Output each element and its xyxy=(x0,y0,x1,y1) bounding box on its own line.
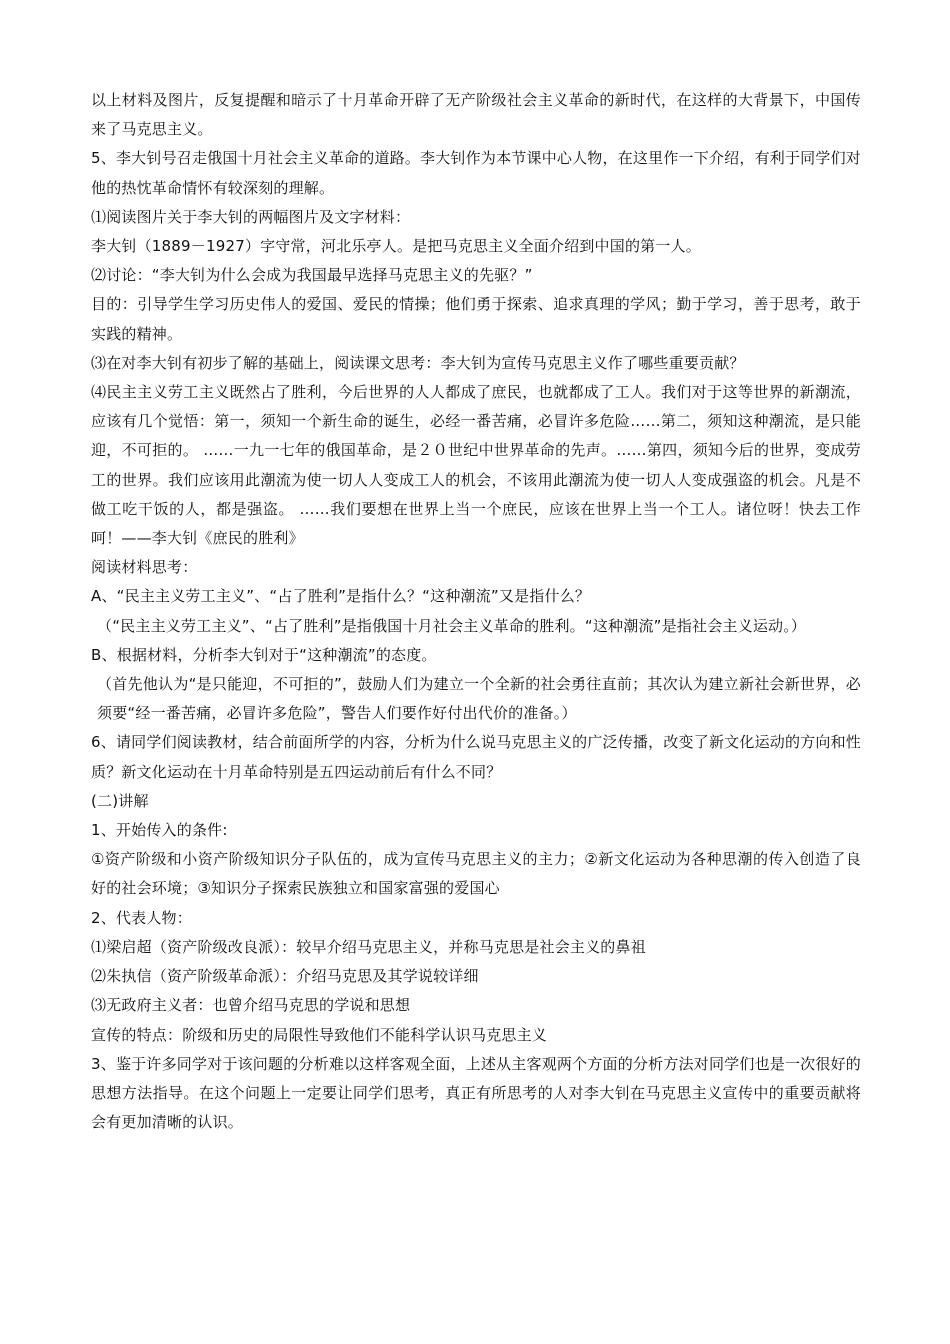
paragraph-characteristics: 宣传的特点：阶级和历史的局限性导致他们不能科学认识马克思主义 xyxy=(91,1025,548,1044)
paragraph-reading-prompt: 阅读材料思考： xyxy=(91,558,198,577)
paragraph-sub-2: ⑵讨论：“李大钊为什么会成为我国最早选择马克思主义的先驱？” xyxy=(91,266,533,285)
paragraph-lecture-1: 1、开始传入的条件: xyxy=(91,821,228,840)
paragraph-lecture-2: 2、代表人物： xyxy=(91,908,192,927)
paragraph-item-5: 5、李大钊号召走俄国十月社会主义革命的道路。李大钊作为本节课中心人物，在这里作一下介绍，有利于同学们对他的热忱革命情怀有较深刻的理解。 xyxy=(91,149,861,197)
paragraph-question-b: B、根据材料，分析李大钊对于“这种潮流”的态度。 xyxy=(91,645,437,664)
paragraph-answer-b: （首先他认为“是只能迎，不可拒的”，鼓励人们为建立一个全新的社会勇往直前；其次认为建立新社会新世界，必须要“经一番苦痛，必冒许多危险”，警告人们要作好付出代价的准备。） xyxy=(97,675,861,723)
paragraph-li-dazhao-bio: 李大钊（1889－1927）字守常，河北乐亭人。是把马克思主义全面介绍到中国的第一人。 xyxy=(91,237,701,256)
document-body xyxy=(91,86,861,1137)
paragraph-sub-4-quote: ⑷民主主义劳工主义既然占了胜利，今后世界的人人都成了庶民，也就都成了工人。我们对于这等世界的新潮流，应该有几个觉悟：第一，须知一个新生命的诞生，必经一番苦痛，必冒许多危险……第二，须知这种潮流，是只能迎，不可拒的。 ……一九一七年的俄国革命，是２０世纪中世界革命的先声。……第四，须知今后的世界，变成劳工的世界。我们应该用此潮流为使一切人人变成工人的机会，不该用此潮流为使一切人人变成强盗的机会。凡是不做工吃干饭的人，都是强盗。 ……我们要想在世界上当一个庶民，应该在世界上当一个工人。诸位呀！快去工作呵！——李大钊《庶民的胜利》 xyxy=(91,383,861,548)
paragraph-lecture-3: 3、鉴于许多同学对于该问题的分析难以这样客观全面，上述从主客观两个方面的分析方法对同学们也是一次很好的思想方法指导。在这个问题上一定要让同学们思考，真正有所思考的人对李大钊在马克思主义宣传中的重要贡献将会有更加清晰的认识。 xyxy=(91,1054,861,1132)
paragraph-purpose: 目的：引导学生学习历史伟人的爱国、爱民的情操；他们勇于探索、追求真理的学风；勤于学习，善于思考，敢于实践的精神。 xyxy=(91,295,861,343)
paragraph-item-6: 6、请同学们阅读教材，结合前面所学的内容，分析为什么说马克思主义的广泛传播，改变了新文化运动的方向和性质？新文化运动在十月革命特别是五四运动前后有什么不同？ xyxy=(91,733,861,781)
paragraph-zhu-zhixin: ⑵朱执信（资产阶级革命派）：介绍马克思及其学说较详细 xyxy=(91,967,479,986)
paragraph-liang-qichao: ⑴梁启超（资产阶级改良派）：较早介绍马克思主义，并称马克思是社会主义的鼻祖 xyxy=(91,937,646,956)
paragraph-sub-1: ⑴阅读图片关于李大钊的两幅图片及文字材料： xyxy=(91,207,411,226)
paragraph-question-a: A、“民主主义劳工主义”、“占了胜利”是指什么？“这种潮流”又是指什么？ xyxy=(91,587,591,606)
paragraph-background-summary: 以上材料及图片，反复提醒和暗示了十月革命开辟了无产阶级社会主义革命的新时代，在这样的大背景下，中国传来了马克思主义。 xyxy=(91,91,861,139)
paragraph-section-lecture: (二)讲解 xyxy=(91,791,149,810)
paragraph-sub-3: ⑶在对李大钊有初步了解的基础上，阅读课文思考：李大钊为宣传马克思主义作了哪些重要贡献？ xyxy=(91,353,745,372)
paragraph-conditions: ①资产阶级和小资产阶级知识分子队伍的，成为宣传马克思主义的主力；②新文化运动为各种思潮的传入创造了良好的社会环境；③知识分子探索民族独立和国家富强的爱国心 xyxy=(91,850,861,898)
paragraph-answer-a: （“民主主义劳工主义”、“占了胜利”是指俄国十月社会主义革命的胜利。“这种潮流”是指社会主义运动。） xyxy=(97,616,807,635)
paragraph-anarchists: ⑶无政府主义者：也曾介绍马克思的学说和思想 xyxy=(91,996,411,1015)
